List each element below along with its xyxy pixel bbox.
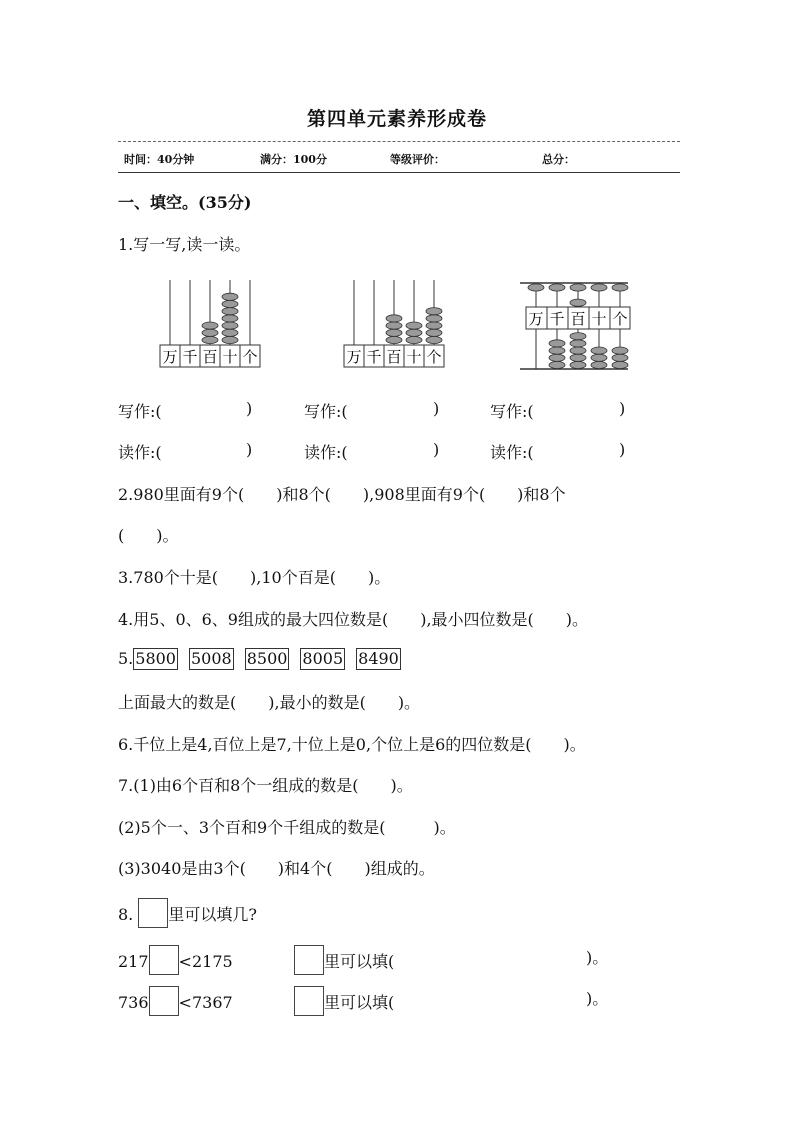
answer-box[interactable] xyxy=(138,898,168,928)
info-grade: 等级评价： xyxy=(390,153,445,166)
place-ge: 个 xyxy=(612,310,628,328)
abacus-bead xyxy=(612,347,628,354)
write-label-3: 写作:( xyxy=(490,402,534,421)
abacus-bead xyxy=(202,322,218,329)
abacus-bead xyxy=(612,361,628,368)
read-close-1: ) xyxy=(246,440,253,459)
abacus-bead xyxy=(570,333,586,340)
read-label-3: 读作:( xyxy=(490,443,534,462)
read-close-3: ) xyxy=(619,440,626,459)
q8-row1-fill xyxy=(294,945,394,975)
abacus-bead xyxy=(222,322,238,329)
abacus-bead xyxy=(386,336,402,343)
abacus-bead xyxy=(570,284,586,291)
abacus-bead xyxy=(570,354,586,361)
abacus-bead xyxy=(612,284,628,291)
abacus-bead xyxy=(426,336,442,343)
abacus-2 xyxy=(342,278,452,373)
write-close-2: ) xyxy=(433,399,440,418)
q5-number-box: 8490 xyxy=(358,649,399,668)
info-total: 总分： xyxy=(542,153,575,166)
abacus-bead xyxy=(612,354,628,361)
q5-line2: 上面最大的数是( ),最小的数是( )。 xyxy=(118,693,421,712)
abacus-bead xyxy=(591,354,607,361)
place-qian: 千 xyxy=(182,348,198,366)
q8-row1-compare xyxy=(118,945,233,975)
q8-label-suffix: 里可以填几? xyxy=(168,905,257,924)
q7c: (3)3040是由3个( )和4个( )组成的。 xyxy=(118,859,435,878)
abacus-3-place-labels xyxy=(526,307,630,329)
q8-row1-close: )。 xyxy=(586,948,609,967)
q8-label: 8. xyxy=(118,905,134,924)
q5-number-box: 5008 xyxy=(190,649,232,668)
q8-row1-right: <2175 xyxy=(178,952,233,971)
q8-row2-fill xyxy=(294,986,394,1016)
abacus-bead xyxy=(570,347,586,354)
answer-box[interactable] xyxy=(149,945,179,975)
abacus-bead xyxy=(549,354,565,361)
abacus-bead xyxy=(591,347,607,354)
abacus-bead xyxy=(222,329,238,336)
abacus-1-beads xyxy=(202,293,238,343)
place-bai: 百 xyxy=(386,348,402,366)
q8-row2-right: <7367 xyxy=(178,993,233,1012)
abacus-1-place-labels xyxy=(160,345,260,367)
write-label-1: 写作:( xyxy=(118,402,162,421)
place-shi: 十 xyxy=(222,348,238,366)
abacus-bead xyxy=(426,322,442,329)
q8-heading xyxy=(118,898,257,928)
q8-fill-label: 里可以填( xyxy=(324,993,395,1012)
write-label-2: 写作:( xyxy=(304,402,348,421)
place-shi: 十 xyxy=(591,310,607,328)
abacus-bead xyxy=(406,329,422,336)
abacus-3 xyxy=(518,280,632,374)
abacus-bead xyxy=(528,284,544,291)
q8-fill-label: 里可以填( xyxy=(324,952,395,971)
abacus-bead xyxy=(406,322,422,329)
q2-line1: 2.980里面有9个( )和8个( ),908里面有9个( )和8个 xyxy=(118,485,566,504)
abacus-bead xyxy=(406,336,422,343)
abacus-bead xyxy=(591,284,607,291)
answer-box[interactable] xyxy=(294,986,324,1016)
answer-box[interactable] xyxy=(149,986,179,1016)
q2-line2: ( )。 xyxy=(118,526,179,545)
place-wan: 万 xyxy=(346,348,362,366)
place-shi: 十 xyxy=(406,348,422,366)
abacus-bead xyxy=(386,329,402,336)
abacus-bead xyxy=(202,336,218,343)
q5-numbers xyxy=(118,648,412,670)
place-bai: 百 xyxy=(570,310,586,328)
answer-box[interactable] xyxy=(294,945,324,975)
abacus-bead xyxy=(549,347,565,354)
read-close-2: ) xyxy=(433,440,440,459)
section-heading: 一、填空。(35分) xyxy=(118,193,252,212)
q5-number-box: 8500 xyxy=(246,649,288,668)
q8-row1-left: 217 xyxy=(118,952,149,971)
place-ge: 个 xyxy=(242,348,258,366)
q6: 6.千位上是4,百位上是7,十位上是0,个位上是6的四位数是( )。 xyxy=(118,735,586,754)
abacus-bead xyxy=(426,308,442,315)
place-qian: 千 xyxy=(549,310,565,328)
abacus-bead xyxy=(386,322,402,329)
info-score: 满分：100分 xyxy=(260,153,327,166)
q8-row2-close: )。 xyxy=(586,989,609,1008)
abacus-bead xyxy=(386,315,402,322)
abacus-bead xyxy=(222,315,238,322)
q5-number-box: 8005 xyxy=(302,649,344,668)
place-ge: 个 xyxy=(426,348,442,366)
q1-label: 1.写一写,读一读。 xyxy=(118,235,251,254)
abacus-bead xyxy=(426,315,442,322)
q7b: (2)5个一、3个百和9个千组成的数是( )。 xyxy=(118,818,456,837)
q5-number-box: 5800 xyxy=(135,649,176,668)
q7a: 7.(1)由6个百和8个一组成的数是( )。 xyxy=(118,776,413,795)
abacus-bead xyxy=(549,361,565,368)
place-bai: 百 xyxy=(202,348,218,366)
abacus-bead xyxy=(426,329,442,336)
abacus-bead xyxy=(549,284,565,291)
q4: 4.用5、0、6、9组成的最大四位数是( ),最小四位数是( )。 xyxy=(118,610,589,629)
q3: 3.780个十是( ),10个百是( )。 xyxy=(118,568,391,587)
abacus-bead xyxy=(222,308,238,315)
q8-row2-compare xyxy=(118,986,233,1016)
abacus-bead xyxy=(222,293,238,300)
abacus-bead xyxy=(570,299,586,306)
header-divider-dashed xyxy=(118,141,680,142)
read-label-2: 读作:( xyxy=(304,443,348,462)
read-label-1: 读作:( xyxy=(118,443,162,462)
place-wan: 万 xyxy=(162,348,178,366)
q5-prefix: 5. xyxy=(118,649,134,668)
place-qian: 千 xyxy=(366,348,382,366)
abacus-bead xyxy=(202,329,218,336)
abacus-bead xyxy=(591,361,607,368)
q8-row2-left: 736 xyxy=(118,993,149,1012)
abacus-1 xyxy=(158,278,268,373)
page-title: 第四单元素养形成卷 xyxy=(306,108,487,130)
write-close-1: ) xyxy=(246,399,253,418)
header-divider-solid xyxy=(118,172,680,173)
abacus-bead xyxy=(549,340,565,347)
info-time: 时间：40分钟 xyxy=(124,153,195,166)
abacus-2-place-labels xyxy=(344,345,444,367)
abacus-bead xyxy=(222,300,238,307)
abacus-bead xyxy=(222,336,238,343)
write-close-3: ) xyxy=(619,399,626,418)
abacus-bead xyxy=(570,340,586,347)
place-wan: 万 xyxy=(528,310,544,328)
abacus-bead xyxy=(570,361,586,368)
